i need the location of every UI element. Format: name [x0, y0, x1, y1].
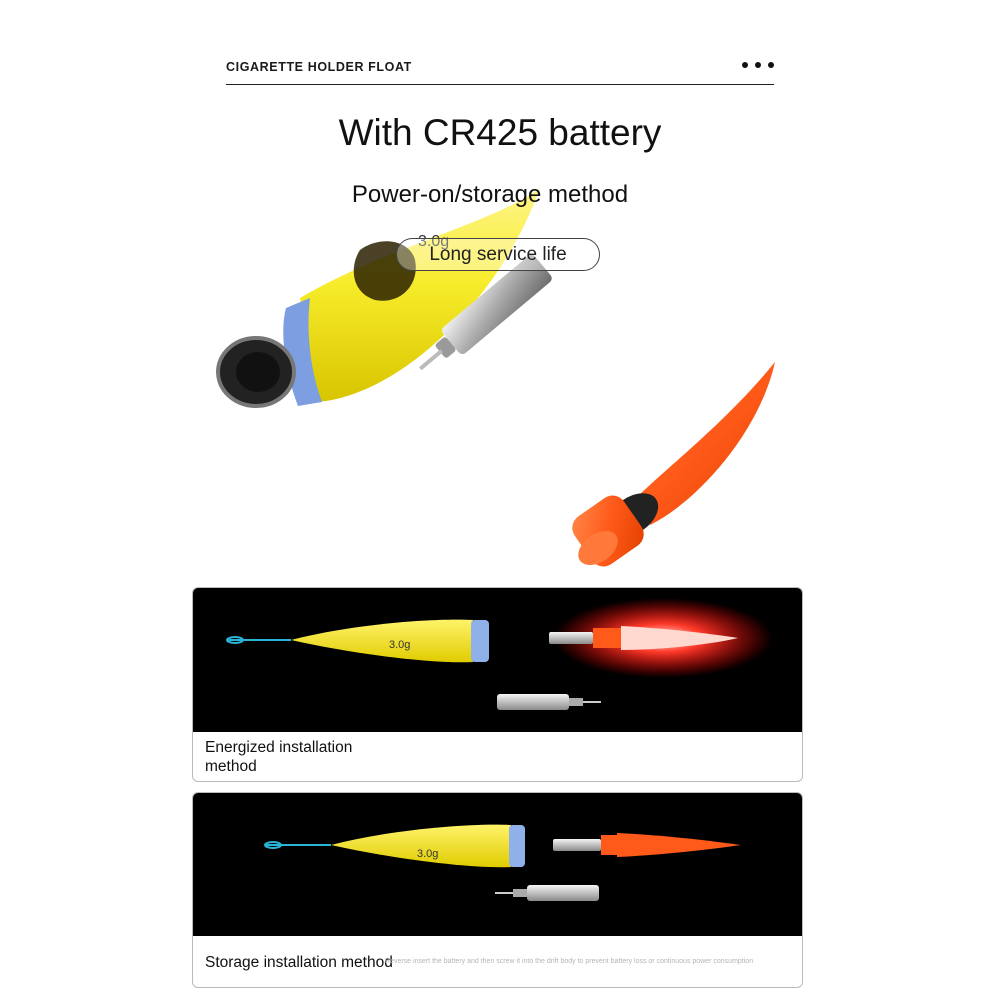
storage-note: Reverse insert the battery and then screw it into the drift body to prevent battery loss or continuous power consumption — [385, 958, 754, 965]
page-title: With CR425 battery — [338, 112, 662, 153]
float-icon — [265, 825, 525, 868]
battery-icon — [497, 694, 601, 710]
energized-caption: Energized installation method — [205, 739, 353, 775]
feature-badge: Long service life — [396, 238, 600, 271]
glowing-light-icon — [549, 598, 773, 678]
battery-icon — [495, 885, 599, 901]
svg-text:3.0g: 3.0g — [389, 639, 411, 651]
orange-cap-icon — [567, 362, 775, 572]
brand-title: CIGARETTE HOLDER FLOAT — [226, 60, 412, 74]
svg-text:3.0g: 3.0g — [418, 233, 450, 250]
page-header — [226, 58, 774, 85]
energized-illustration — [193, 588, 802, 732]
storage-panel — [192, 792, 803, 988]
capped-light-icon — [553, 833, 741, 857]
svg-text:3.0g: 3.0g — [417, 848, 439, 860]
more-dots-icon[interactable] — [742, 62, 774, 68]
energized-panel — [192, 587, 803, 782]
storage-illustration — [193, 793, 802, 936]
storage-caption: Storage installation method — [205, 954, 393, 971]
float-icon — [227, 620, 489, 663]
page-subtitle: Power-on/storage method — [351, 181, 629, 208]
